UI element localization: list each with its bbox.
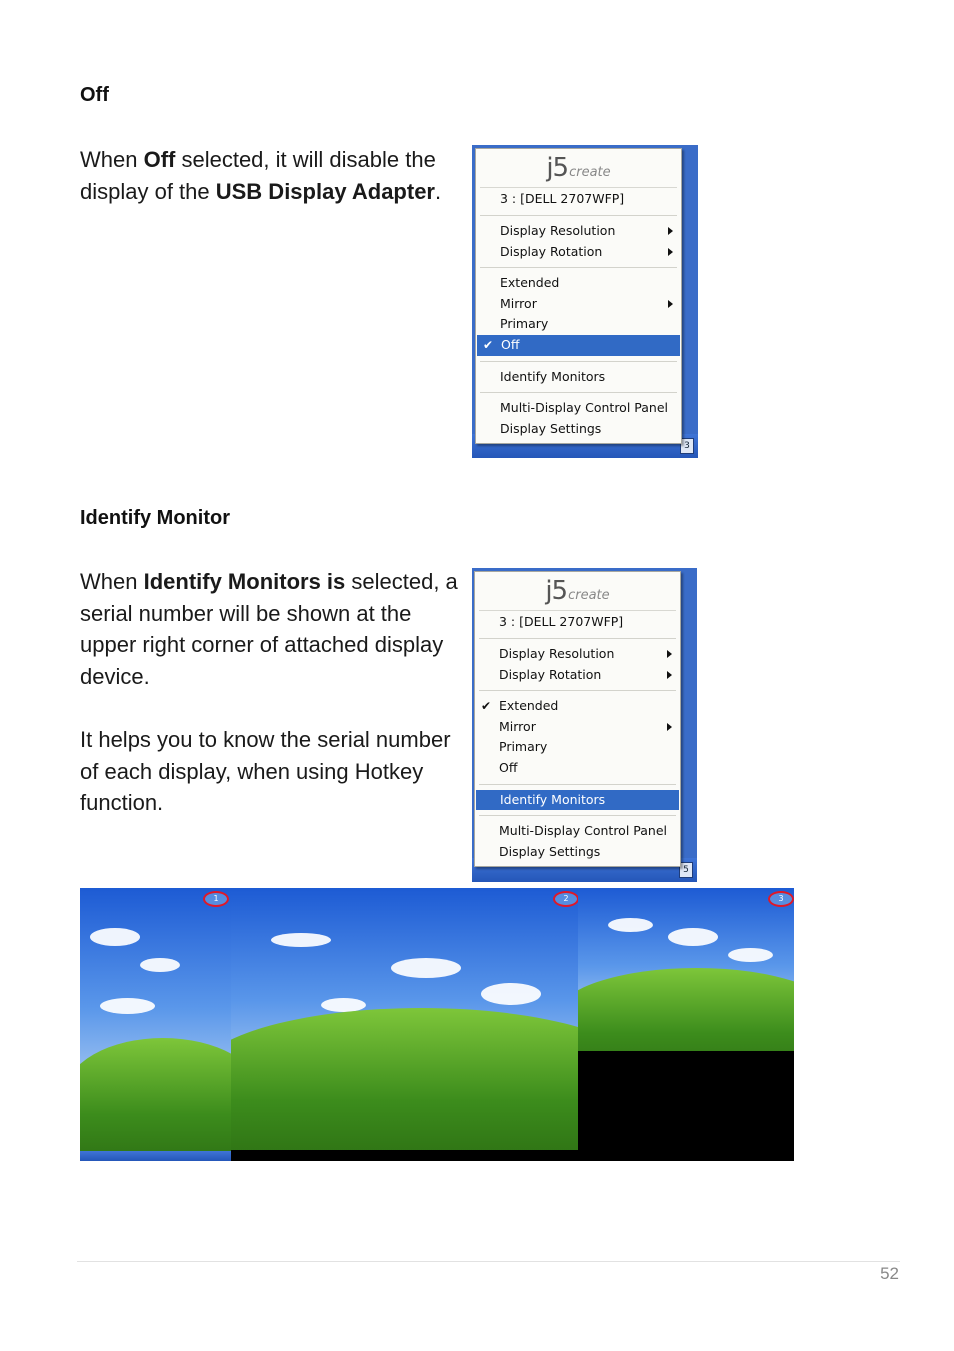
submenu-arrow-icon <box>668 227 673 235</box>
menu-item-display-rotation[interactable]: Display Rotation <box>476 242 681 263</box>
menu-separator <box>480 361 677 362</box>
menu-item-display-resolution[interactable]: Display Resolution <box>476 221 681 242</box>
context-menu <box>474 571 681 867</box>
monitor-id-marker-1: 1 <box>203 891 229 907</box>
menu-item-mirror[interactable]: Mirror <box>476 294 681 315</box>
page-number: 52 <box>880 1264 899 1283</box>
footer-divider <box>77 1261 900 1262</box>
check-icon: ✔ <box>483 337 494 352</box>
submenu-arrow-icon <box>667 723 672 731</box>
menu-item-identify-monitors[interactable]: Identify Monitors <box>476 790 679 811</box>
menu-item-mirror[interactable]: Mirror <box>475 717 680 738</box>
menu-item-identify-monitors[interactable]: Identify Monitors <box>500 368 606 384</box>
identify-description: When Identify Monitors is selected, a serial number will be shown at the upper right corner of attached display device. <box>80 569 458 690</box>
multi-monitor-desktop-image <box>80 888 794 1161</box>
check-icon: ✔ <box>481 699 492 714</box>
taskbar <box>80 1151 231 1161</box>
monitor-1 <box>80 888 231 1161</box>
menu-separator <box>479 690 676 691</box>
menu-item-primary[interactable]: Primary <box>499 739 548 755</box>
j5create-logo: j5create <box>480 149 677 188</box>
menu-separator <box>479 638 676 639</box>
menu-item-off[interactable]: Off <box>499 759 518 775</box>
monitor-2 <box>231 888 578 1150</box>
menu-separator <box>479 815 676 816</box>
tray-icon[interactable]: 5 <box>679 862 693 878</box>
menu-screenshot-identify <box>472 568 697 882</box>
menu-item-display-settings[interactable]: Display Settings <box>499 843 601 859</box>
menu-item-extended[interactable]: Extended <box>500 275 560 291</box>
section-heading-off: Off <box>80 84 109 106</box>
menu-item-extended[interactable]: ✔ Extended <box>475 696 680 717</box>
tray-icon[interactable]: 3 <box>680 438 694 454</box>
menu-item-monitor[interactable]: 3 : [DELL 2707WFP] <box>500 191 625 206</box>
menu-separator <box>480 215 677 216</box>
menu-item-primary[interactable]: Primary <box>500 316 549 332</box>
section-heading-identify: Identify Monitor <box>80 507 230 529</box>
menu-separator <box>480 267 677 268</box>
menu-item-monitor[interactable]: 3 : [DELL 2707WFP] <box>499 614 624 629</box>
menu-item-display-resolution[interactable]: Display Resolution <box>475 644 680 665</box>
menu-item-display-settings[interactable]: Display Settings <box>500 420 602 436</box>
off-description: When Off selected, it will disable the display of the USB Display Adapter. <box>80 147 442 204</box>
submenu-arrow-icon <box>667 650 672 658</box>
submenu-arrow-icon <box>667 671 672 679</box>
identify-hotkey-note: It helps you to know the serial number of each display, when using Hotkey function. <box>80 727 451 816</box>
j5create-logo: j5create <box>479 572 676 611</box>
submenu-arrow-icon <box>668 300 673 308</box>
context-menu <box>475 148 682 444</box>
monitor-3 <box>578 888 794 1051</box>
menu-item-display-rotation[interactable]: Display Rotation <box>475 665 680 686</box>
menu-separator <box>480 392 677 393</box>
submenu-arrow-icon <box>668 248 673 256</box>
menu-item-multi-display-control-panel[interactable]: Multi-Display Control Panel <box>499 823 667 839</box>
menu-separator <box>479 784 676 785</box>
menu-item-multi-display-control-panel[interactable]: Multi-Display Control Panel <box>500 400 668 416</box>
monitor-id-marker-2: 2 <box>553 891 578 907</box>
menu-item-off[interactable]: ✔ Off <box>477 335 680 356</box>
menu-screenshot-off <box>472 145 698 458</box>
monitor-id-marker-3: 3 <box>768 891 794 907</box>
